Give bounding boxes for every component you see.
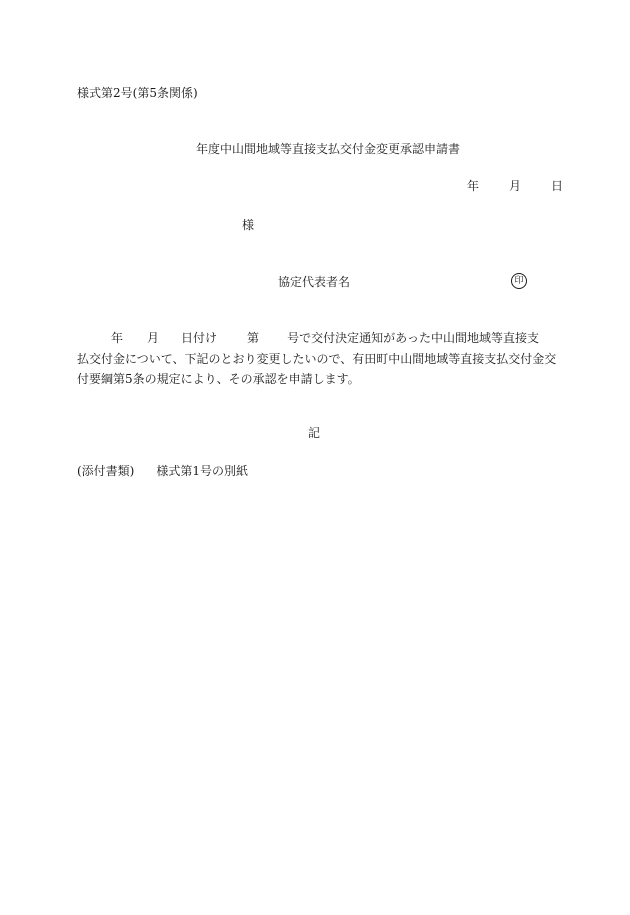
- seal-icon: 印: [511, 273, 527, 289]
- body-number-prefix: 第: [247, 331, 260, 345]
- date-day-label: 日: [551, 179, 564, 193]
- body-year-label: 年: [111, 331, 124, 345]
- body-line-1-text: 号で交付決定通知があった中山間地域等直接支: [287, 331, 539, 345]
- body-line-2: 払交付金について、下記のとおり変更したいので、有田町中山間地域等直接支払交付金交: [77, 352, 557, 366]
- attachment-value: 様式第1号の別紙: [156, 464, 249, 478]
- form-number: 様式第2号(第5条関係): [77, 86, 198, 100]
- date-year-label: 年: [467, 179, 480, 193]
- document-title: 年度中山間地域等直接支払交付金変更承認申請書: [196, 142, 461, 156]
- attachment-line: [77, 463, 248, 479]
- body-line-1: [77, 330, 539, 346]
- body-dated-label: 日付け: [181, 331, 218, 345]
- addressee-honorific: 様: [242, 218, 255, 232]
- representative-name-label: 協定代表者名: [278, 275, 351, 289]
- date-month-label: 月: [509, 179, 522, 193]
- body-month-label: 月: [147, 331, 160, 345]
- date-line: [467, 178, 563, 194]
- ki-heading: 記: [308, 426, 321, 440]
- body-line-3: 付要綱第5条の規定により、その承認を申請します。: [77, 372, 360, 386]
- attachment-label: (添付書類): [77, 464, 135, 478]
